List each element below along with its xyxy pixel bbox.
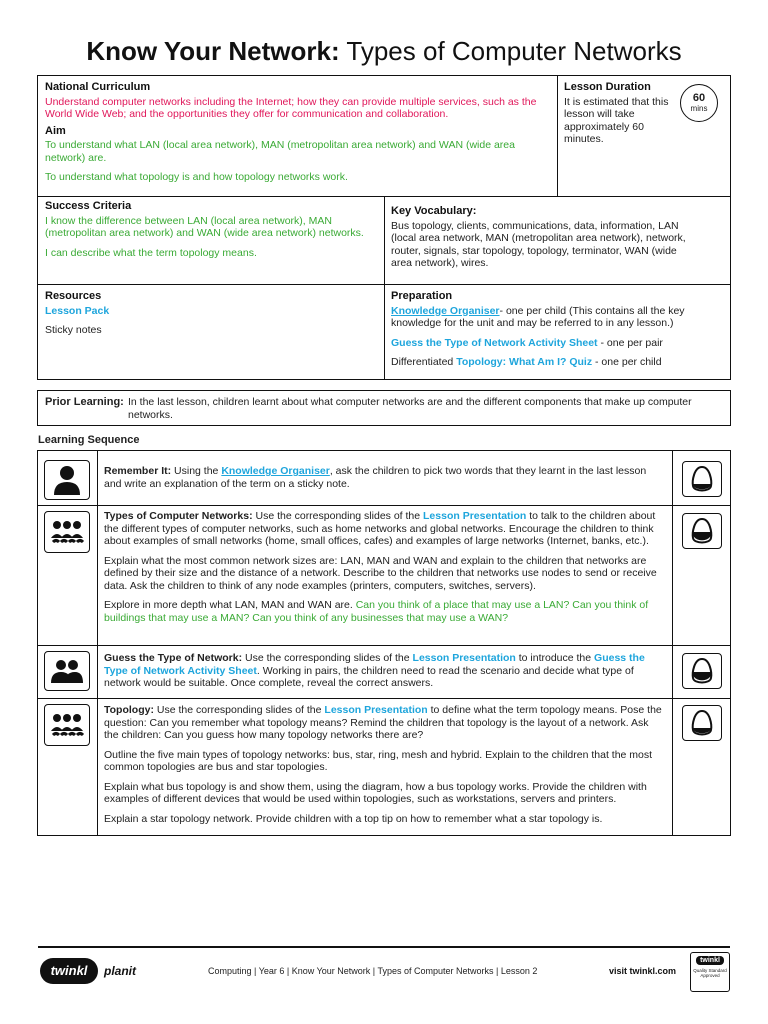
pair-icon bbox=[44, 651, 90, 691]
preparation-item: Differentiated Topology: What Am I? Quiz - one per child bbox=[391, 356, 662, 368]
single-person-icon bbox=[44, 460, 90, 500]
aim-heading: Aim bbox=[45, 124, 66, 137]
sequence-row-topology: Topology: Use the corresponding slides of the Lesson Presentation to define what the term topology means. Pose the question: Can you remember what topology means? Remind the children that topology is the layout of a network. Ask the children: Can you guess how many topology networks there are? Outline the five main types of topology networks: bus, star, ring, mesh and hybrid. Explain to the children that the most common topologies are bus and star topologies. Explain what bus topology is and show them, using the diagram, how a bus topology works. Provide the children with examples of different devices that would be used within topologies, such as workstations, servers and printers. Explain a star topology network. Provide children with a top tip on how to remember what a star topology is. bbox=[104, 704, 662, 825]
lesson-presentation-link[interactable]: Lesson Presentation bbox=[423, 510, 527, 522]
resources-heading: Resources bbox=[45, 290, 102, 302]
preparation-heading: Preparation bbox=[391, 290, 453, 302]
success-criteria-item: I know the difference between LAN (local area network), MAN (metropolitan area network) and WAN (wide area network) networks. bbox=[45, 214, 364, 239]
footer-website[interactable]: visit twinkl.com bbox=[609, 966, 677, 976]
preparation-item: Knowledge Organiser- one per child (This contains all the key knowledge for the unit and may be referred to in any lesson.) bbox=[391, 304, 685, 329]
knowledge-organiser-link[interactable]: Knowledge Organiser bbox=[221, 465, 330, 477]
planit-logo: planit bbox=[104, 964, 136, 978]
key-vocabulary-section bbox=[391, 205, 691, 270]
clock-icon: 60 mins bbox=[680, 84, 718, 122]
egg-assessment-icon bbox=[682, 705, 722, 741]
national-curriculum-heading: National Curriculum bbox=[45, 81, 151, 93]
key-vocabulary-heading: Key Vocabulary: bbox=[391, 205, 477, 217]
footer-divider bbox=[38, 946, 730, 948]
lesson-duration-text: It is estimated that this lesson will take approximately 60 minutes. bbox=[564, 95, 669, 145]
aim-item: To understand what topology is and how topology networks work. bbox=[45, 171, 348, 183]
lesson-pack-link[interactable]: Lesson Pack bbox=[45, 304, 110, 317]
lesson-duration-heading: Lesson Duration bbox=[564, 81, 651, 93]
egg-assessment-icon bbox=[682, 513, 722, 549]
lesson-presentation-link[interactable]: Lesson Presentation bbox=[412, 652, 516, 664]
success-criteria-heading: Success Criteria bbox=[45, 200, 132, 212]
resources-item: Sticky notes bbox=[45, 324, 102, 336]
footer-lesson-info: Computing | Year 6 | Know Your Network | Types of Computer Networks | Lesson 2 bbox=[208, 966, 538, 976]
preparation-item: Guess the Type of Network Activity Sheet - one per pair bbox=[391, 336, 663, 349]
prior-learning-text: In the last lesson, children learnt about what computer networks are and the different components that make up computer networks. bbox=[128, 396, 692, 421]
quality-standard-badge: twinkl Quality Standard Approved bbox=[690, 952, 730, 992]
knowledge-organiser-link[interactable]: Knowledge Organiser bbox=[391, 304, 500, 317]
egg-assessment-icon bbox=[682, 461, 722, 497]
success-criteria-section bbox=[45, 200, 375, 259]
page-title: Know Your Network: Types of Computer Networks bbox=[86, 36, 682, 66]
preparation-section bbox=[391, 290, 723, 369]
lesson-duration-section bbox=[564, 81, 670, 146]
quiz-link[interactable]: Topology: What Am I? Quiz bbox=[456, 356, 593, 368]
activity-sheet-link[interactable]: Guess the Type of Network Activity Sheet bbox=[391, 336, 598, 349]
lesson-presentation-link[interactable]: Lesson Presentation bbox=[324, 704, 428, 716]
activity-sheet-link[interactable]: Guess the Type of Network Activity Sheet bbox=[104, 652, 645, 677]
egg-assessment-icon bbox=[682, 653, 722, 689]
learning-sequence-heading: Learning Sequence bbox=[38, 434, 140, 446]
success-criteria-item: I can describe what the term topology means. bbox=[45, 246, 257, 259]
sequence-row-remember-it: Remember It: Using the Knowledge Organiser, ask the children to pick two words that they learnt in the last lesson and write an explanation of the term on a sticky note. bbox=[104, 465, 647, 490]
key-vocabulary-text: Bus topology, clients, communications, data, information, LAN (local area network, MAN (metropolitan area network), network, router, signals, star topology, topology, terminator, WAN (wide area network), wires. bbox=[391, 219, 686, 269]
aim-item: To understand what LAN (local area network), MAN (metropolitan area network) and WAN (wide area network) are. bbox=[45, 139, 515, 164]
national-curriculum-section bbox=[45, 81, 551, 184]
prior-learning-label: Prior Learning: bbox=[45, 396, 124, 408]
sequence-row-guess-network: Guess the Type of Network: Use the corresponding slides of the Lesson Presentation to introduce the Guess the Type of Network Activity Sheet. Working in pairs, the children need to read the scenario and decide what type of network would be suitable. Once complete, reveal the correct answers. bbox=[104, 652, 645, 689]
class-group-icon bbox=[44, 511, 90, 553]
class-group-icon bbox=[44, 704, 90, 746]
sequence-row-types-of-networks: Types of Computer Networks: Use the corresponding slides of the Lesson Presentation to talk to the children about the different types of computer networks, such as home networks and global networks. Encourage the children to think about examples of small networks (home, small offices, cafes) and examples of large networks (Internet, banks, etc.). Explain what the most common network sizes are: LAN, MAN and WAN and explain to the children that networks are defined by their size and the distance of a network. Describe to the children that networks use nodes to send or receive data. Ask the children to think of any node examples (printers, computers, switches, servers). Explore in more depth what LAN, MAN and WAN are. Can you think of a place that may use a LAN? Can you think of buildings that may use a MAN? Can you think of any businesses that may use a WAN? bbox=[104, 510, 657, 624]
resources-section bbox=[45, 290, 375, 337]
national-curriculum-text: Understand computer networks including the Internet; how they can provide multiple services, such as the World Wide Web; and the opportunities they offer for communication and collaboration. bbox=[45, 95, 537, 120]
twinkl-logo: twinkl bbox=[40, 958, 98, 984]
